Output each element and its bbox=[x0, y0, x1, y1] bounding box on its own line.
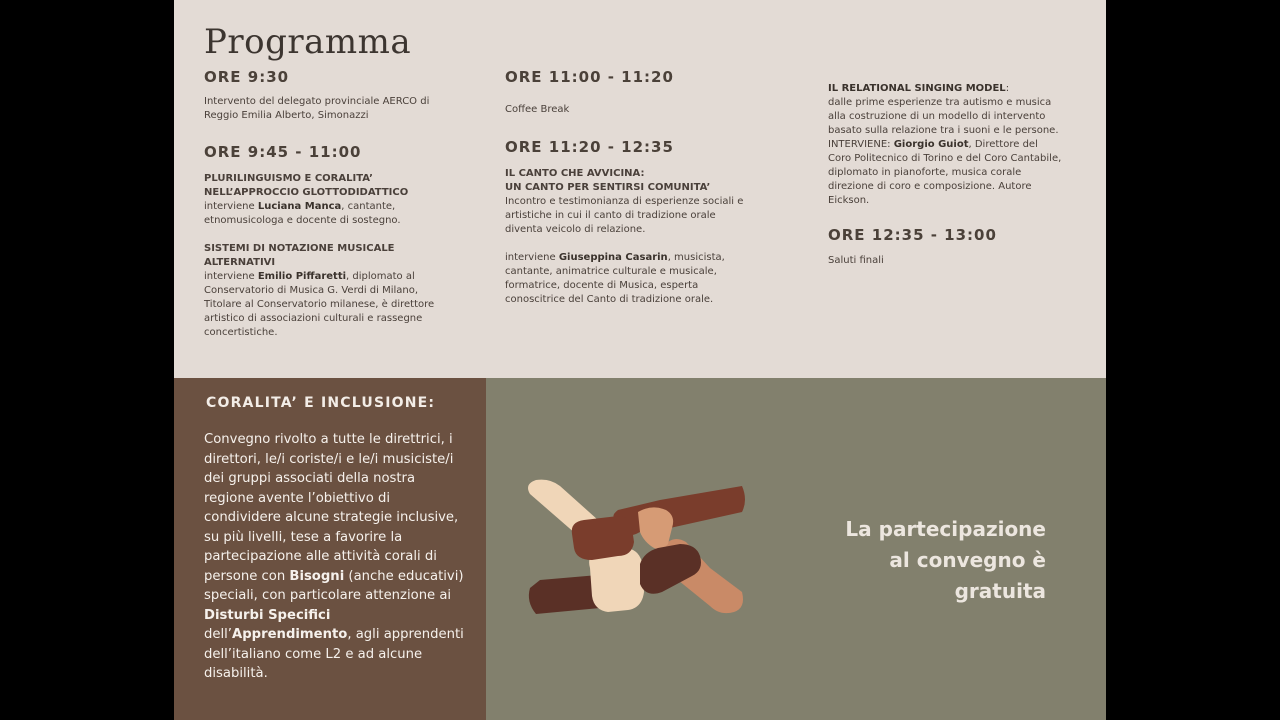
session-2-intro: interviene bbox=[204, 201, 258, 212]
session-5 bbox=[828, 82, 1064, 208]
free-participation-note bbox=[786, 514, 1046, 607]
session-5-description: dalle prime esperienze tra autismo e musica alla costruzione di un modello di intervento basato sulla relazione tra i suoni e le persone. bbox=[828, 97, 1059, 136]
session-4-speaker: Giuseppina Casarin bbox=[558, 252, 668, 263]
inclusion-panel bbox=[174, 378, 486, 720]
session-3-speaker: Emilio Piffaretti bbox=[257, 271, 347, 282]
inclusion-description bbox=[204, 430, 466, 684]
session-4-intro: interviene bbox=[505, 252, 559, 263]
session-3 bbox=[204, 242, 439, 340]
session-4-description: Incontro e testimonianza di esperienze sociali e artistiche in cui il canto di tradizione orale diventa veicolo di relazione. bbox=[505, 196, 744, 235]
joined-hands-illustration bbox=[520, 476, 750, 636]
time-slot-3: ORE 11:00 - 11:20 bbox=[505, 68, 674, 86]
programme-column-1 bbox=[204, 68, 439, 340]
time-slot-2: ORE 9:45 - 11:00 bbox=[204, 143, 362, 161]
session-2-heading: PLURILINGUISMO E CORALITA’ NELL’APPROCCIO GLOTTODIDATTICO bbox=[204, 173, 409, 198]
participation-line-3: gratuita bbox=[954, 579, 1046, 603]
inclusion-text-2: (anche educativi) speciali, con particolare attenzione ai bbox=[204, 568, 464, 603]
programme-section bbox=[174, 0, 1106, 378]
time-slot-5: ORE 12:35 - 13:00 bbox=[828, 226, 997, 244]
participation-line-1: La partecipazione bbox=[845, 517, 1046, 541]
inclusion-text-3: dell’ bbox=[204, 627, 233, 642]
hand-tan-top-icon bbox=[638, 507, 673, 549]
session-4-heading-line1: IL CANTO CHE AVVICINA: bbox=[505, 168, 645, 179]
hand-brown-center-icon bbox=[572, 516, 634, 560]
inclusion-bold-bisogni: Bisogni bbox=[289, 568, 345, 584]
session-5-bio: , Direttore del Coro Politecnico di Torino e del Coro Cantabile, diplomato in pianoforte, musica corale direzione di coro e composizione. Autore Eickson. bbox=[828, 139, 1062, 206]
session-3-heading: SISTEMI DI NOTAZIONE MUSICALE ALTERNATIVI bbox=[204, 243, 395, 268]
participation-line-2: al convegno è bbox=[889, 548, 1046, 572]
programme-column-2 bbox=[505, 68, 750, 307]
inclusion-text-1: Convegno rivolto a tutte le direttrici, i direttori, le/i coriste/i e le/i musiciste/i dei gruppi associati della nostra regione avente l’obiettivo di condividere alcune strategie inclusive, su più livelli, tese a favorire la partecipazione alle attività corali di persone con bbox=[204, 432, 459, 584]
closing-remarks: Saluti finali bbox=[828, 255, 884, 266]
session-4 bbox=[505, 167, 750, 237]
session-2-bio: , cantante, etnomusicologa e docente di sostegno. bbox=[204, 201, 401, 226]
session-4-heading-line2: UN CANTO PER SENTIRSI COMUNITA’ bbox=[505, 182, 711, 193]
session-3-bio: , diplomato al Conservatorio di Musica G. Verdi di Milano, Titolare al Conservatorio milanese, è direttore artistico di associazioni culturali e rassegne concertistiche. bbox=[204, 271, 435, 338]
coffee-break: Coffee Break bbox=[505, 104, 570, 115]
session-5-heading: IL RELATIONAL SINGING MODEL bbox=[828, 83, 1006, 94]
page-title: Programma bbox=[204, 22, 412, 62]
inclusion-bold-apprendimento: Apprendimento bbox=[232, 627, 348, 642]
session-1-text: Intervento del delegato provinciale AERCO di Reggio Emilia Alberto, Simonazzi bbox=[204, 96, 430, 121]
inclusion-bold-disturbi: Disturbi Specifici bbox=[204, 607, 331, 623]
session-5-speaker: Giorgio Guiot bbox=[893, 139, 969, 150]
flyer-page bbox=[174, 0, 1106, 720]
time-slot-4: ORE 11:20 - 12:35 bbox=[505, 138, 674, 156]
session-4-bio: , musicista, cantante, animatrice culturale e musicale, formatrice, docente di Musica, esperta conoscitrice del Canto di tradizione orale. bbox=[505, 252, 725, 305]
session-2 bbox=[204, 172, 439, 228]
participation-panel bbox=[486, 378, 1106, 720]
session-5-heading-colon: : bbox=[1005, 83, 1010, 94]
session-2-speaker: Luciana Manca bbox=[257, 201, 342, 212]
session-3-intro: interviene bbox=[204, 271, 258, 282]
time-slot-1: ORE 9:30 bbox=[204, 68, 290, 86]
inclusion-text-4: , agli apprendenti dell’italiano come L2 e ad alcune disabilità. bbox=[204, 627, 464, 681]
session-4-speaker-block bbox=[505, 251, 750, 307]
inclusion-title: CORALITA’ E INCLUSIONE: bbox=[206, 395, 436, 411]
session-5-intro: INTERVIENE: bbox=[828, 139, 894, 150]
programme-column-3 bbox=[828, 82, 1064, 268]
